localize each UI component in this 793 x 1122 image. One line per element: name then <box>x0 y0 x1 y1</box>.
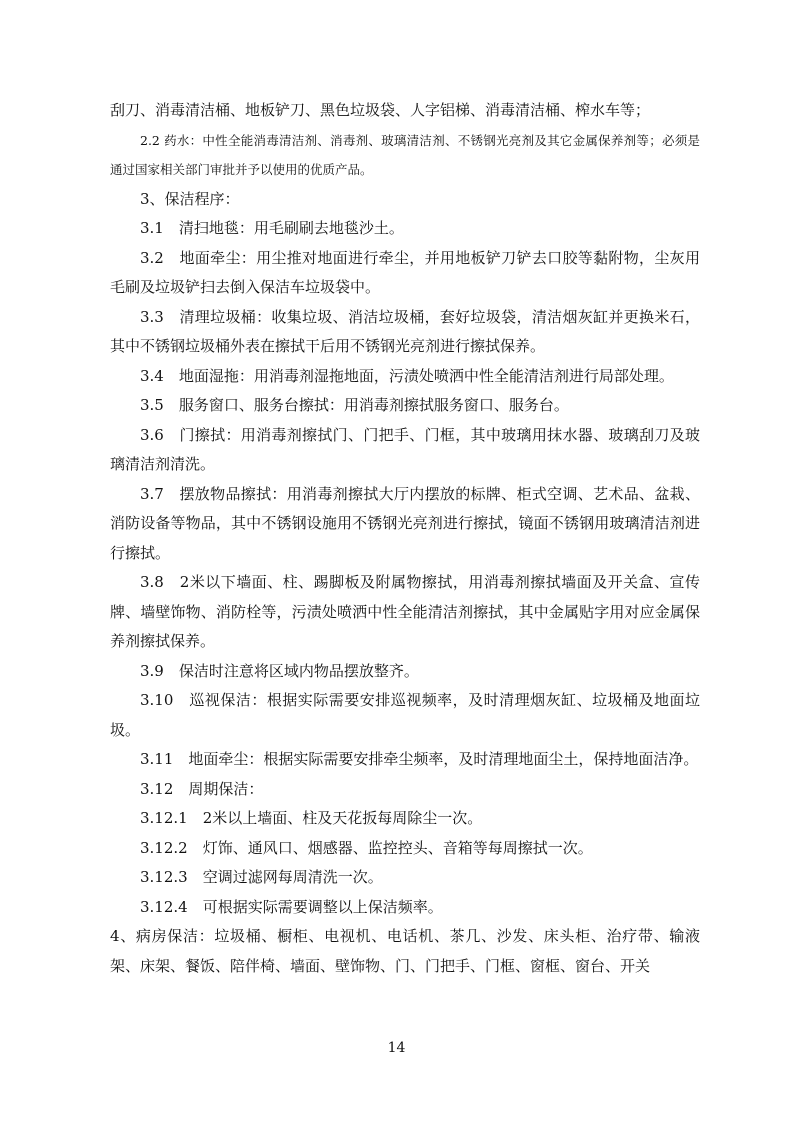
paragraph-3-3: 3.3 清理垃圾桶：收集垃圾、消洁垃圾桶，套好垃圾袋，清洁烟灰缸并更换米石，其中不锈钢垃圾桶外表在擦拭干后用不锈钢光亮剂进行擦拭保养。 <box>110 307 700 355</box>
paragraph-3-12-4: 3.12.4 可根据实际需要调整以上保洁频率。 <box>140 897 443 916</box>
paragraph-3-12-2: 3.12.2 灯饰、通风口、烟感器、监控控头、音箱等每周擦拭一次。 <box>140 838 593 857</box>
paragraph-3-1: 3.1 清扫地毯：用毛刷刷去地毯沙土。 <box>140 219 404 237</box>
paragraph-3-6: 3.6 门擦拭：用消毒剂擦拭门、门把手、门框，其中玻璃用抹水器、玻璃刮刀及玻璃清洁剂清洗。 <box>110 425 700 473</box>
paragraph-3-9: 3.9 保洁时注意将区域内物品摆放整齐。 <box>140 661 419 680</box>
paragraph-3-11: 3.11 地面牵尘：根据实际需要安排牵尘频率，及时清理地面尘土，保持地面洁净。 <box>140 750 699 768</box>
page-number: 14 <box>387 1040 406 1056</box>
paragraph-3-12-3: 3.12.3 空调过滤网每周清洗一次。 <box>140 868 383 886</box>
section-heading-cleaning-procedure: 3、保洁程序： <box>140 189 240 208</box>
paragraph-3-4: 3.4 地面湿拖：用消毒剂湿拖地面，污渍处喷洒中性全能清洁剂进行局部处理。 <box>140 366 674 385</box>
paragraph-3-12: 3.12 周期保洁： <box>140 779 264 798</box>
paragraph-3-7: 3.7 摆放物品擦拭：用消毒剂擦拭大厅内摆放的标牌、柜式空调、艺术品、盆栽、消防设备等物品，其中不锈钢设施用不锈钢光亮剂进行擦拭，镜面不锈钢用玻璃清洁剂进行擦拭。 <box>110 484 700 562</box>
page-body <box>110 96 700 981</box>
paragraph-2-2-chemicals: 2.2 药水：中性全能消毒清洁剂、消毒剂、玻璃清洁剂、不锈钢光亮剂及其它金属保养剂等；必须是通过国家相关部门审批并予以使用的优质产品。 <box>110 132 700 177</box>
paragraph-3-5: 3.5 服务窗口、服务台擦拭：用消毒剂擦拭服务窗口、服务台。 <box>140 396 569 414</box>
paragraph-3-10: 3.10 巡视保洁：根据实际需要安排巡视频率，及时清理烟灰缸、垃圾桶及地面垃圾。 <box>110 691 700 739</box>
paragraph-3-12-1: 3.12.1 2米以上墙面、柱及天花扳每周除尘一次。 <box>140 809 483 827</box>
paragraph-tools-continued: 刮刀、消毒清洁桶、地板铲刀、黑色垃圾袋、人字铝梯、消毒清洁桶、榨水车等； <box>110 101 651 119</box>
paragraph-3-2: 3.2 地面牵尘：用尘推对地面进行牵尘，并用地板铲刀铲去口胶等黏附物，尘灰用毛刷及垃圾铲扫去倒入保洁车垃圾袋中。 <box>110 248 700 296</box>
paragraph-3-8: 3.8 2米以下墙面、柱、踢脚板及附属物擦拭，用消毒剂擦拭墙面及开关盒、宣传牌、墙壁饰物、消防栓等，污渍处喷洒中性全能清洁剂擦拭，其中金属贴字用对应金属保养剂擦拭保养。 <box>110 573 700 650</box>
section-heading-ward-cleaning: 4、病房保洁：垃圾桶、橱柜、电视机、电话机、茶几、沙发、床头柜、治疗带、输液架、床架、餐饭、陪伴椅、墙面、壁饰物、门、门把手、门框、窗框、窗台、开关 <box>110 927 700 975</box>
